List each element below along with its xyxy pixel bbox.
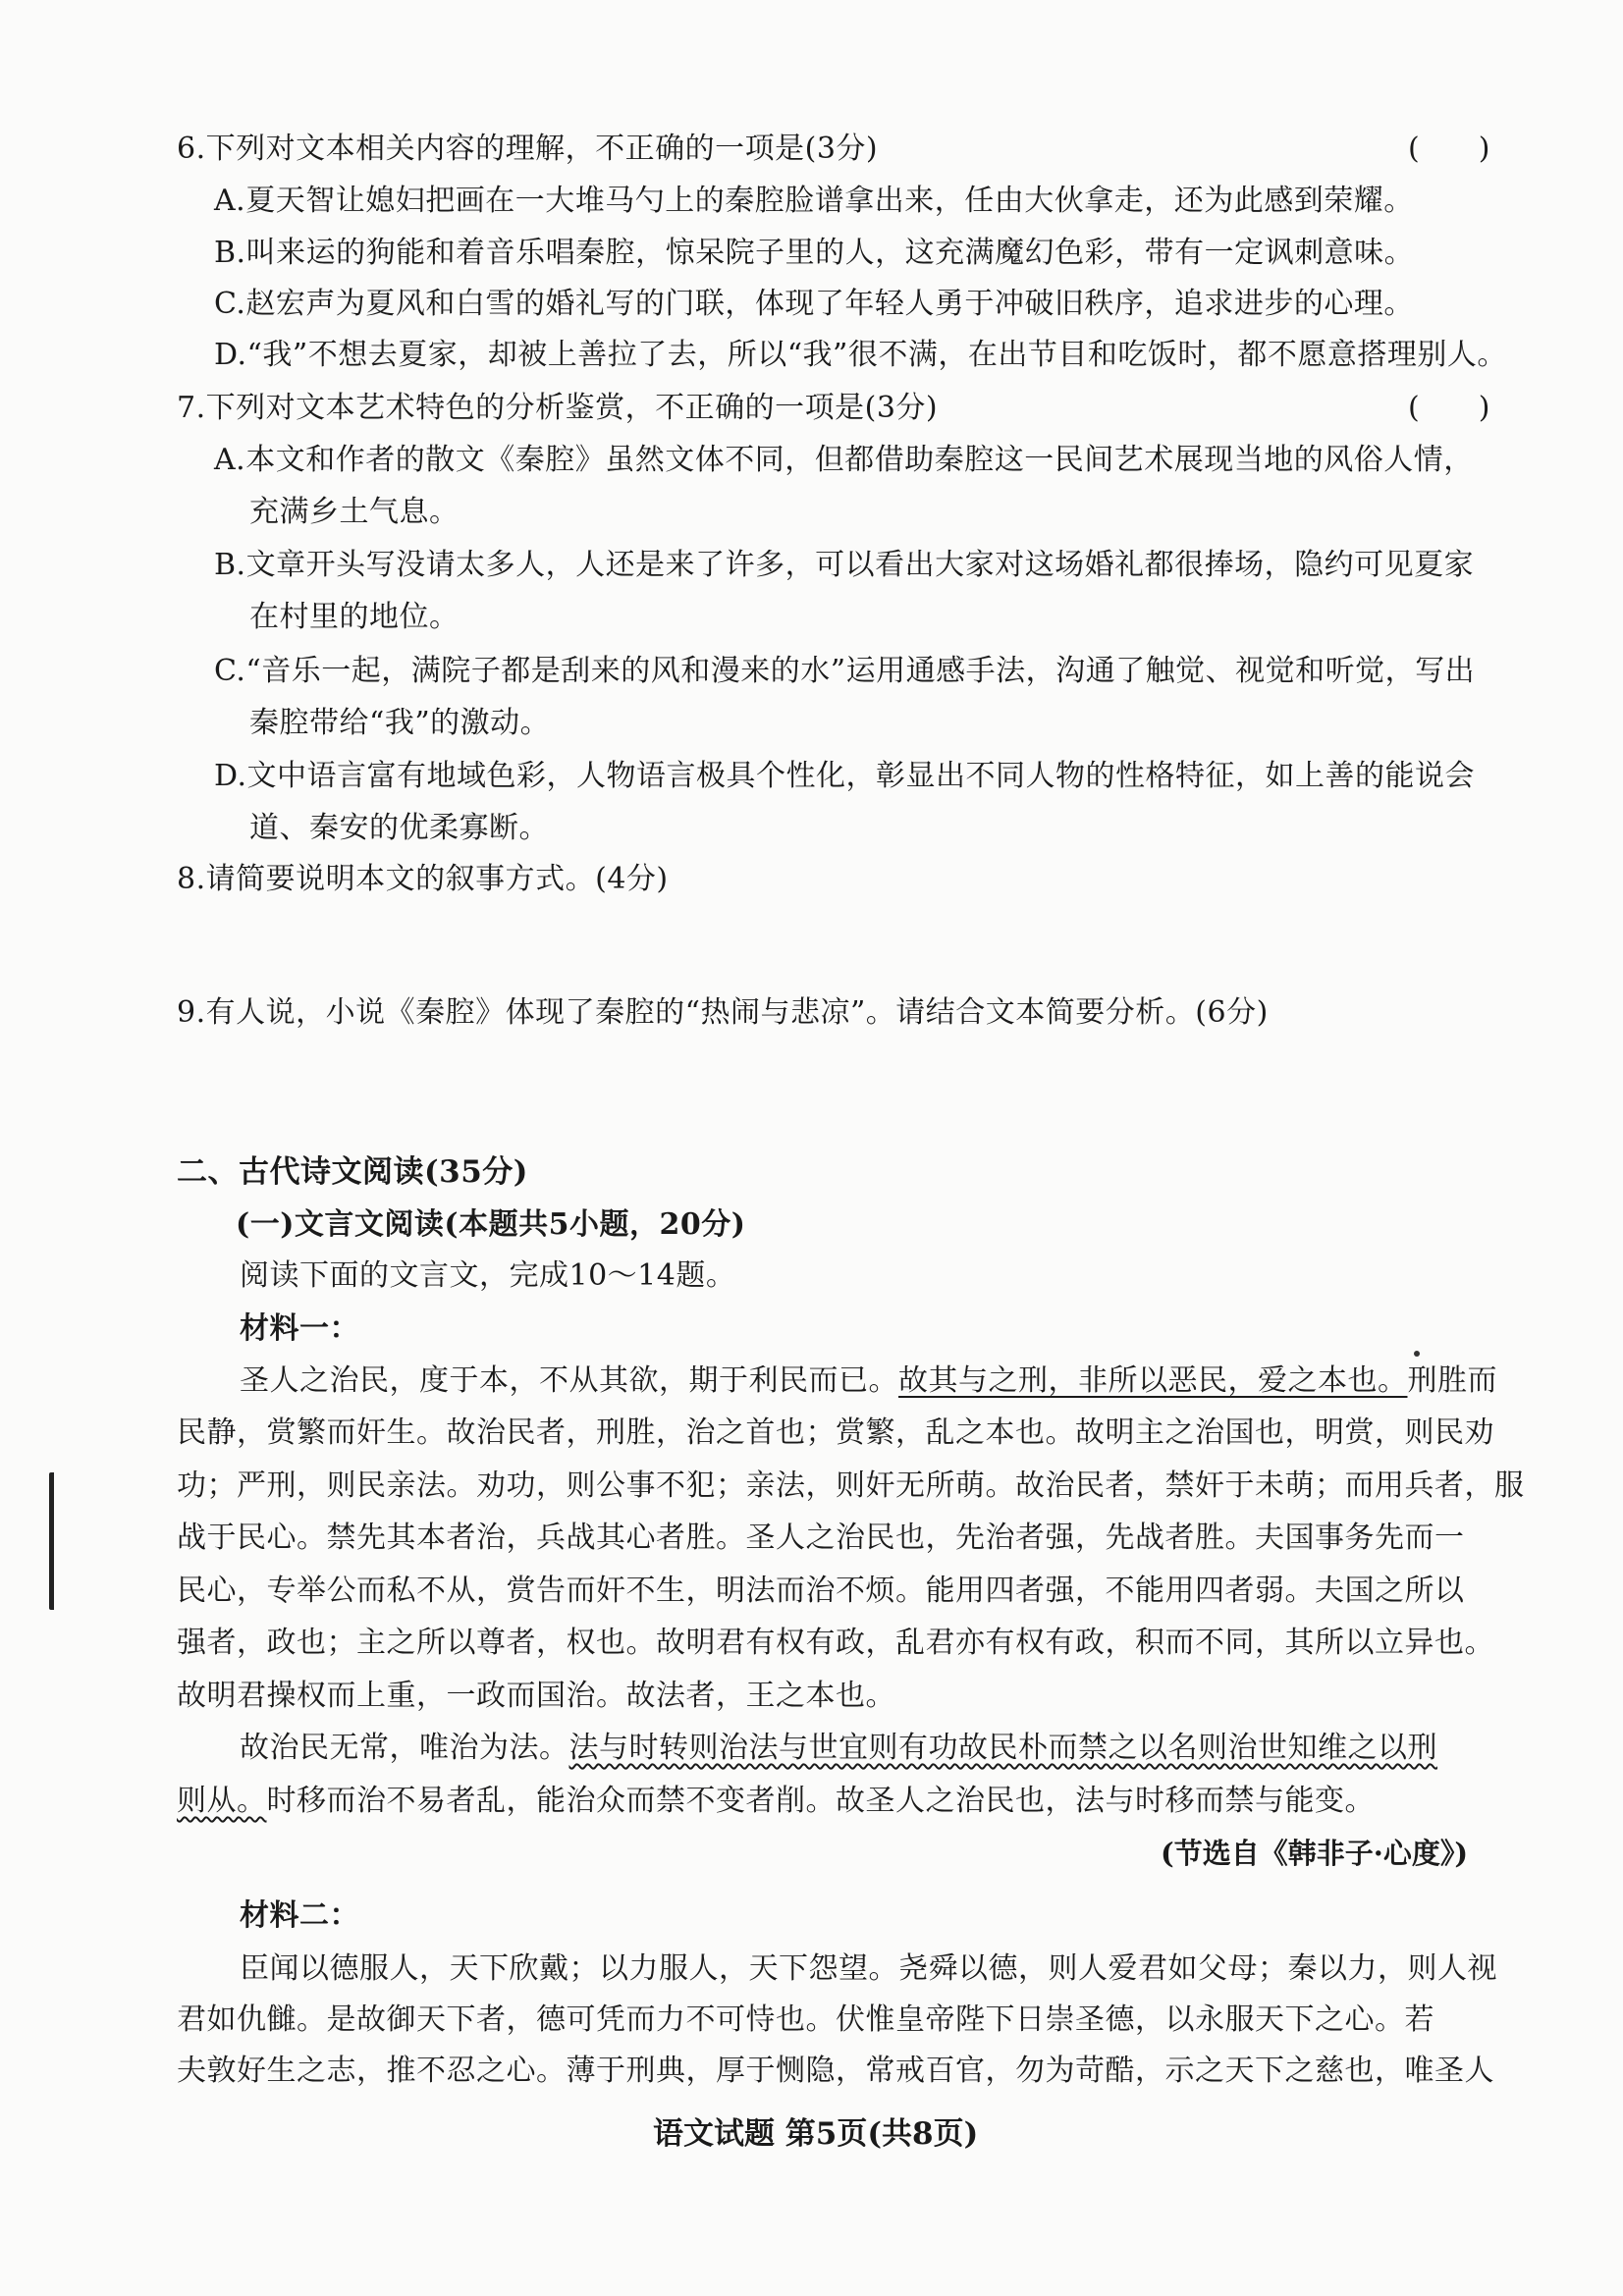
q6-option-b: B.叫来运的狗能和着音乐唱秦腔，惊呆院子里的人，这充满魔幻色彩，带有一定讽刺意味。 — [214, 236, 1415, 270]
subsection-title: (一)文言文阅读(本题共5小题，20分) — [236, 1207, 746, 1242]
material-two-line-1: 臣闻以德服人，天下欣戴；以力服人，天下怨望。尧舜以德，则人爱君如父母；秦以力，则人视 — [240, 1951, 1497, 1986]
q6-answer-bracket: ( ) — [1408, 132, 1490, 166]
q6-option-c: C.赵宏声为夏风和白雪的婚礼写的门联，体现了年轻人勇于冲破旧秩序，追求进步的心理。 — [214, 287, 1414, 321]
q7-option-b: B.文章开头写没请太多人，人还是来了许多，可以看出大家对这场婚礼都很捧场，隐约可见夏家 — [214, 548, 1475, 582]
q7-answer-bracket: ( ) — [1408, 391, 1490, 425]
material-one-line-1 — [240, 1362, 1497, 1401]
wavy-underlined-sentence: 法与时转则治法与世宜则有功故民朴而禁之以名则治世知维之以刑 — [568, 1731, 1437, 1765]
material-one-line-2: 民静，赏繁而奸生。故治民者，刑胜，治之首也；赏繁，乱之本也。故明主之治国也，明赏，则民劝 — [177, 1415, 1494, 1450]
q7-option-d: D.文中语言富有地域色彩，人物语言极具个性化，彰显出不同人物的性格特征，如上善的能说会 — [214, 759, 1476, 793]
material-one-line-8a: 故治民无常，唯治为法。 — [240, 1731, 569, 1765]
material-two-line-3: 夫敦好生之志，推不忍之心。薄于刑典，厚于恻隐，常戒百官，勿为苛酷，示之天下之慈也，唯圣人 — [177, 2054, 1494, 2088]
material-one-source: (节选自《韩非子·心度》) — [1161, 1837, 1469, 1870]
material-one-line-5: 民心，专举公而私不从，赏告而奸不生，明法而治不烦。能用四者强，不能用四者弱。夫国之所以 — [177, 1574, 1465, 1608]
material-one-line-4: 战于民心。禁先其本者治，兵战其心者胜。圣人之治民也，先治者强，先战者胜。夫国事务先而一 — [177, 1521, 1465, 1555]
q7-option-a: A.本文和作者的散文《秦腔》虽然文体不同，但都借助秦腔这一民间艺术展现当地的风俗人情， — [214, 443, 1474, 477]
material-one-line-3: 功；严刑，则民亲法。劝功，则公事不犯；亲法，则奸无所萌。故治民者，禁奸于未萌；而用兵者，服 — [177, 1468, 1525, 1503]
material-two-label: 材料二： — [240, 1898, 359, 1933]
material-one-line-7: 故明君操权而上重，一政而国治。故法者，王之本也。 — [177, 1679, 895, 1713]
q7-option-c: C.“音乐一起，满院子都是刮来的风和漫来的水”运用通感手法，沟通了触觉、视觉和听觉，写出 — [214, 654, 1476, 688]
wavy-underlined-sentence-end: 则从。 — [177, 1784, 267, 1818]
q9-stem: 9.有人说，小说《秦腔》体现了秦腔的“热闹与悲凉”。请结合文本简要分析。(6分) — [177, 995, 1269, 1030]
reading-instruction: 阅读下面的文言文，完成10～14题。 — [240, 1258, 736, 1293]
underlined-sentence: 故其与之刑，非所以恶民，爱之本也。 — [898, 1363, 1408, 1398]
emphasis-dot — [1414, 1351, 1420, 1357]
bleed-through-text — [992, 147, 1074, 187]
q7-option-b-cont: 在村里的地位。 — [249, 600, 460, 634]
material-one-line-9 — [177, 1782, 1375, 1821]
q7-option-c-cont: 秦腔带给“我”的激动。 — [249, 706, 551, 740]
q7-stem: 7.下列对文本艺术特色的分析鉴赏，不正确的一项是(3分) — [177, 391, 939, 425]
q6-stem: 6.下列对文本相关内容的理解，不正确的一项是(3分) — [177, 132, 879, 166]
material-one-line-1c: 刑胜而 — [1407, 1363, 1497, 1398]
material-one-line-6: 强者，政也；主之所以尊者，权也。故明君有权有政，乱君亦有权有政，积而不同，其所以立异也。 — [177, 1626, 1494, 1660]
material-one-line-1a: 圣人之治民，度于本，不从其欲，期于利民而已。 — [240, 1363, 898, 1398]
q6-option-a: A.夏天智让媳妇把画在一大堆马勺上的秦腔脸谱拿出来，任由大伙拿走，还为此感到荣耀。 — [214, 184, 1414, 218]
q7-option-a-cont: 充满乡土气息。 — [249, 495, 460, 529]
material-one-label: 材料一： — [240, 1311, 359, 1346]
q6-option-d: D.“我”不想去夏家，却被上善拉了去，所以“我”很不满，在出节目和吃饭时，都不愿意搭理别人。 — [214, 338, 1507, 372]
material-one-line-8 — [240, 1729, 1437, 1768]
scan-edge-mark — [49, 1472, 64, 1610]
q8-stem: 8.请简要说明本文的叙事方式。(4分) — [177, 862, 669, 896]
page-footer: 语文试题 第5页(共8页) — [653, 2116, 979, 2152]
q7-option-d-cont: 道、秦安的优柔寡断。 — [249, 811, 549, 845]
material-one-line-9b: 时移而治不易者乱，能治众而禁不变者削。故圣人之治民也，法与时移而禁与能变。 — [266, 1784, 1375, 1818]
section-title: 二、古代诗文阅读(35分) — [177, 1154, 528, 1190]
material-two-line-2: 君如仇雠。是故御天下者，德可凭而力不可恃也。伏惟皇帝陛下日崇圣德，以永服天下之心。若 — [177, 2002, 1434, 2037]
